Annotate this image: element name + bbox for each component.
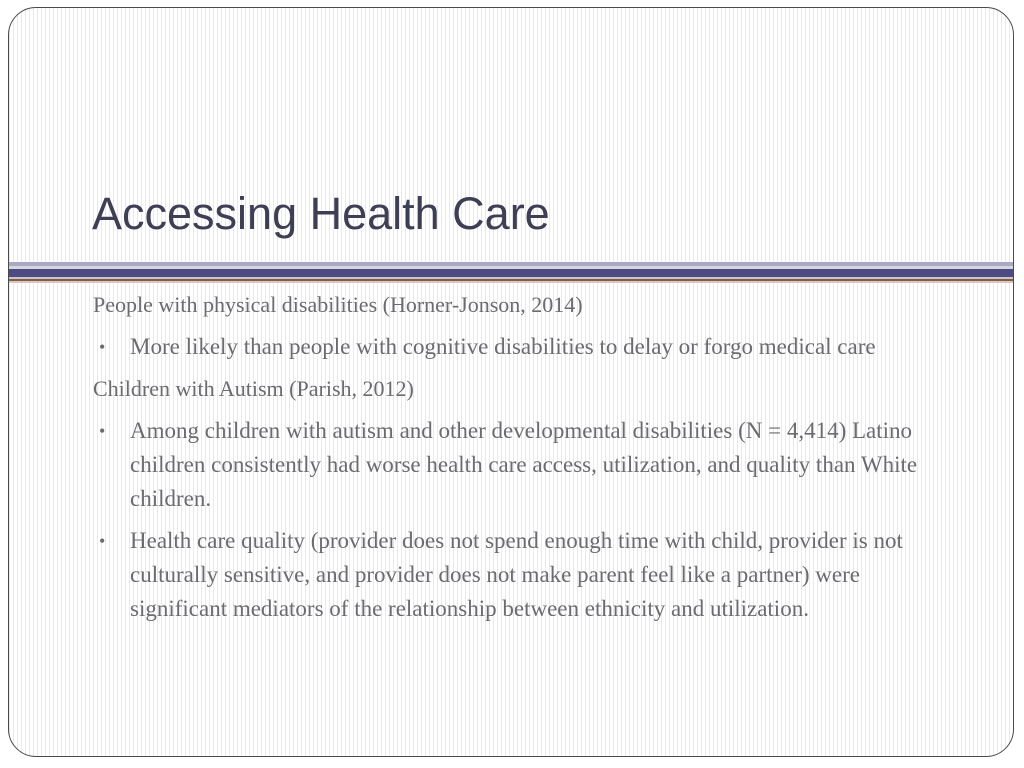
bullet-text: Health care quality (provider does not spend enough time with child, provider is not culturally sensitive, and provider does not make parent feel like a partner) were significant mediators of the relationship between ethnicity and utilization. <box>130 528 903 621</box>
bullet-glyph: • <box>99 337 106 357</box>
slide-body <box>93 288 953 634</box>
divider-band <box>9 281 1013 283</box>
bullet-item <box>93 524 953 626</box>
bullet-glyph: • <box>99 421 106 441</box>
bullet-text: Among children with autism and other developmental disabilities (N = 4,414) Latino children consistently had worse health care access, utilization, and quality than White children. <box>130 418 918 511</box>
section-heading-autism: Children with Autism (Parish, 2012) <box>93 376 414 401</box>
slide-title: Accessing Health Care <box>92 188 550 239</box>
bullet-item <box>93 330 953 364</box>
bullet-text: More likely than people with cognitive disabilities to delay or forgo medical care <box>130 334 876 359</box>
bullet-item <box>93 414 953 516</box>
bullet-glyph: • <box>99 531 106 551</box>
divider-band-accent <box>9 269 1013 277</box>
section-heading-physical-disabilities: People with physical disabilities (Horner-Jonson, 2014) <box>93 292 583 317</box>
slide <box>8 7 1014 757</box>
title-divider-bands <box>9 262 1013 283</box>
